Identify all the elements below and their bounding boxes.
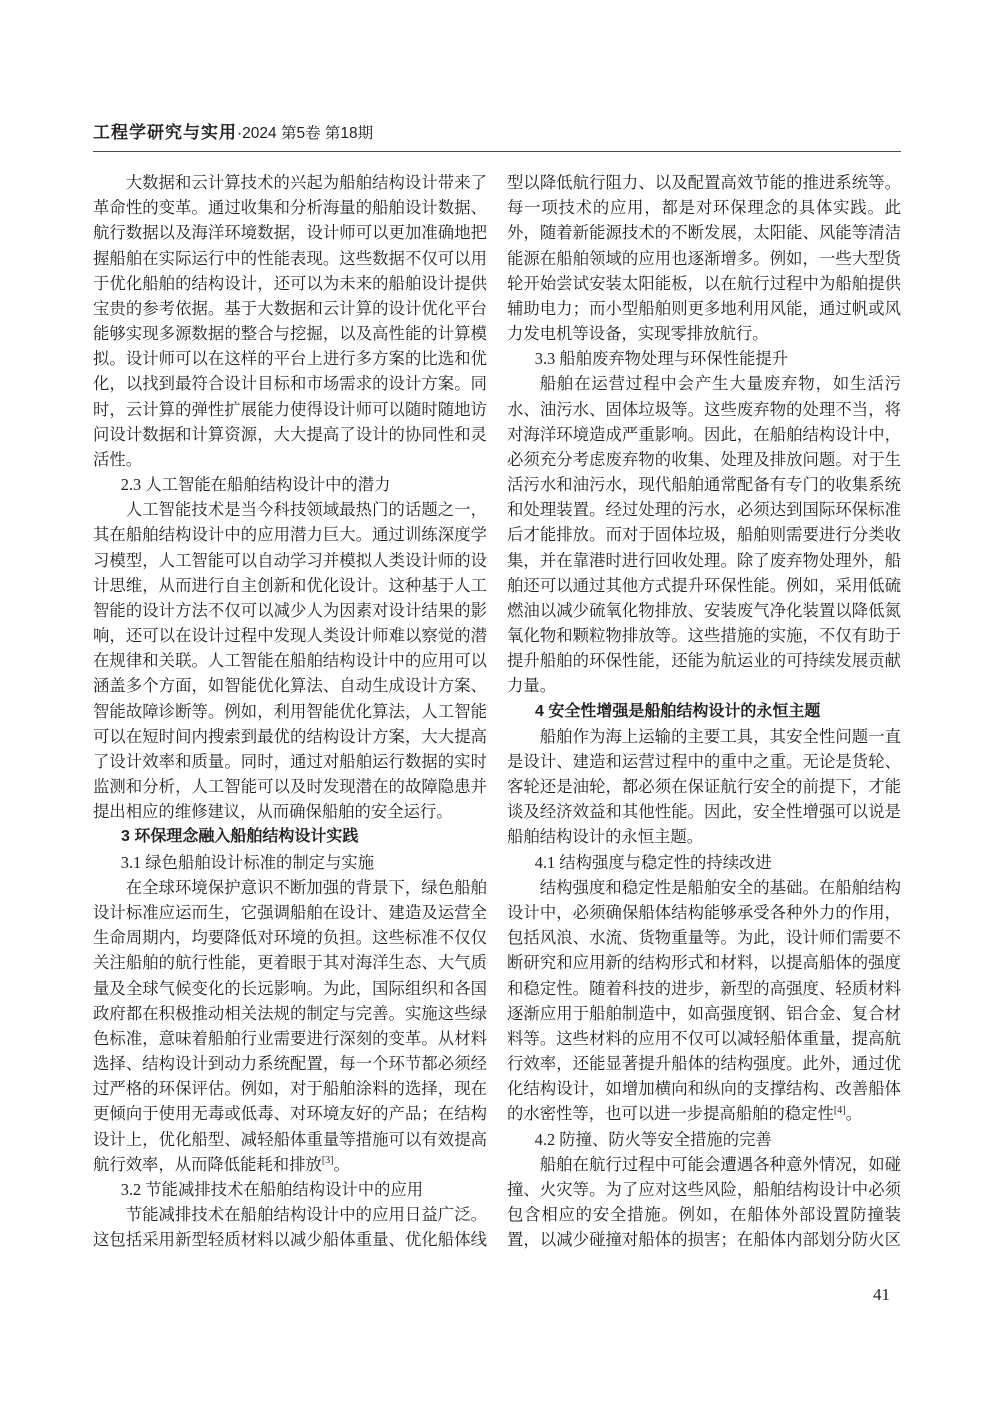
- body-paragraph-continued: 型以降低航行阻力、以及配置高效节能的推进系统等。每一项技术的应用，都是对环保理念的具体实践。此外，随着新能源技术的不断发展，太阳能、风能等清洁能源在船舶领域的应用也逐渐增多。例如，一些大型货轮开始尝试安装太阳能板，以在航行过程中为船舶提供辅助电力；而小型船舶则更多地利用风能，通过帆或风力发电机等设备，实现零排放航行。: [507, 173, 901, 344]
- journal-name: 工程学研究与实用: [93, 123, 237, 143]
- paragraph-text: 结构强度和稳定性是船舶安全的基础。在船舶结构设计中，必须确保船体结构能够承受各种外力的作用，包括风浪、水流、货物重量等。为此，设计师们需要不断研究和应用新的结构形式和材料，以提高船体的强度和稳定性。随着科技的进步，新型的高强度、轻质材料逐渐应用于船舶制造中，如高强度钢、铝合金、复合材料等。这些材料的应用不仅可以减轻船体重量，提高航行效率，还能显著提升船体的结构强度。此外，通过优化结构设计，如增加横向和纵向的支撑结构、改善船体的水密性等，也可以进一步提高船舶的稳定性: [507, 877, 901, 1124]
- body-paragraph: 船舶在运营过程中会产生大量废弃物，如生活污水、油污水、固体垃圾等。这些废弃物的处理不当，将对海洋环境造成严重影响。因此，在船舶结构设计中，必须充分考虑废弃物的收集、处理及排放问题。对于生活污水和油污水，现代船舶通常配备有专门的收集系统和处理装置。经过处理的污水，必须达到国际环保标准后才能排放。而对于固体垃圾，船舶则需要进行分类收集，并在靠港时进行回收处理。除了废弃物处理外，船舶还可以通过其他方式提升环保性能。例如，采用低硫燃油以减少硫氧化物排放、安装废气净化装置以降低氮氧化物和颗粒物排放等。这些措施的实施，不仅有助于提升船舶的环保性能，还能为航运业的可持续发展贡献力量。: [507, 374, 901, 696]
- section-heading-4: 4 安全性增强是船舶结构设计的永恒主题: [535, 702, 821, 720]
- body-paragraph: 船舶作为海上运输的主要工具，其安全性问题一直是设计、建造和运营过程中的重中之重。无论是货轮、客轮还是油轮，都必须在保证航行安全的前提下，才能谈及经济效益和其他性能。因此，安全性增强可以说是船舶结构设计的永恒主题。: [507, 726, 901, 847]
- left-column: [93, 170, 487, 1252]
- section-heading-3: 3 环保理念融入船舶结构设计实践: [121, 828, 359, 846]
- body-paragraph: 人工智能技术是当今科技领域最热门的话题之一，其在船舶结构设计中的应用潜力巨大。通过训练深度学习模型，人工智能可以自动学习并模拟人类设计师的设计思维，从而进行自主创新和优化设计。这种基于人工智能的设计方法不仅可以减少人为因素对设计结果的影响，还可以在设计过程中发现人类设计师难以察觉的潜在规律和关联。人工智能在船舶结构设计中的应用可以涵盖多个方面，如智能优化算法、自动生成设计方案、智能故障诊断等。例如，利用智能优化算法，人工智能可以在短时间内搜索到最优的结构设计方案，大大提高了设计效率和质量。同时，通过对船舶运行数据的实时监测和分析，人工智能可以及时发现潜在的故障隐患并提出相应的维修建议，从而确保船舶的安全运行。: [93, 500, 487, 822]
- section-heading-3-3: 3.3 船舶废弃物处理与环保性能提升: [534, 349, 789, 369]
- citation-ref: [3]: [321, 1155, 334, 1167]
- paragraph-end: 。: [845, 1104, 862, 1124]
- body-paragraph: 船舶在航行过程中可能会遭遇各种意外情况，如碰撞、火灾等。为了应对这些风险，船舶结构设计中必须包含相应的安全措施。例如，在船体外部设置防撞装置，以减少碰撞对船体的损害；在船体内部划分防火区: [507, 1154, 901, 1250]
- body-paragraph: 节能减排技术在船舶结构设计中的应用日益广泛。这包括采用新型轻质材料以减少船体重量、优化船体线: [93, 1205, 487, 1250]
- body-paragraph: [507, 875, 901, 1127]
- section-heading-4-1: 4.1 结构强度与稳定性的持续改进: [534, 852, 772, 872]
- header-rule: [93, 151, 901, 152]
- running-header: [93, 119, 373, 147]
- paragraph-text: 在全球环境保护意识不断加强的背景下，绿色船舶设计标准应运而生，它强调船舶在设计、建造及运营全生命周期内，均要降低对环境的负担。这些标准不仅仅关注船舶的航行性能，更着眼于其对海洋生态、大气质量及全球气候变化的长远影响。为此，国际组织和各国政府都在积极推动相关法规的制定与完善。实施这些绿色标准，意味着船舶行业需要进行深刻的变革。从材料选择、结构设计到动力系统配置，每一个环节都必须经过严格的环保评估。例如，对于船舶涂料的选择，现在更倾向于使用无毒或低毒、对环境友好的产品；在结构设计上，优化船型、减轻船体重量等措施可以有效提高航行效率，从而降低能耗和排放: [93, 877, 487, 1174]
- section-heading-3-1: 3.1 绿色船舶设计标准的制定与实施: [120, 852, 375, 872]
- issue-info: ·2024 第5卷 第18期: [237, 125, 374, 142]
- body-paragraph: 大数据和云计算技术的兴起为船舶结构设计带来了革命性的变革。通过收集和分析海量的船舶设计数据、航行数据以及海洋环境数据，设计师可以更加准确地把握船舶在实际运行中的性能表现。这些数据不仅可以用于优化船舶的结构设计，还可以为未来的船舶设计提供宝贵的参考依据。基于大数据和云计算的设计优化平台能够实现多源数据的整合与挖掘，以及高性能的计算模拟。设计师可以在这样的平台上进行多方案的比选和优化，以找到最符合设计目标和市场需求的设计方案。同时，云计算的弹性扩展能力使得设计师可以随时随地访问设计数据和计算资源，大大提高了设计的协同性和灵活性。: [93, 173, 487, 469]
- section-heading-4-2: 4.2 防撞、防火等安全措施的完善: [534, 1129, 772, 1149]
- page-number: 41: [873, 1285, 890, 1304]
- paragraph-end: 。: [333, 1154, 350, 1174]
- section-heading-3-2: 3.2 节能减排技术在船舶结构设计中的应用: [120, 1179, 424, 1199]
- citation-ref: [4]: [833, 1104, 846, 1116]
- right-column: [507, 170, 901, 1252]
- body-paragraph: [93, 875, 487, 1177]
- section-heading-2-3: 2.3 人工智能在船舶结构设计中的潜力: [120, 475, 391, 495]
